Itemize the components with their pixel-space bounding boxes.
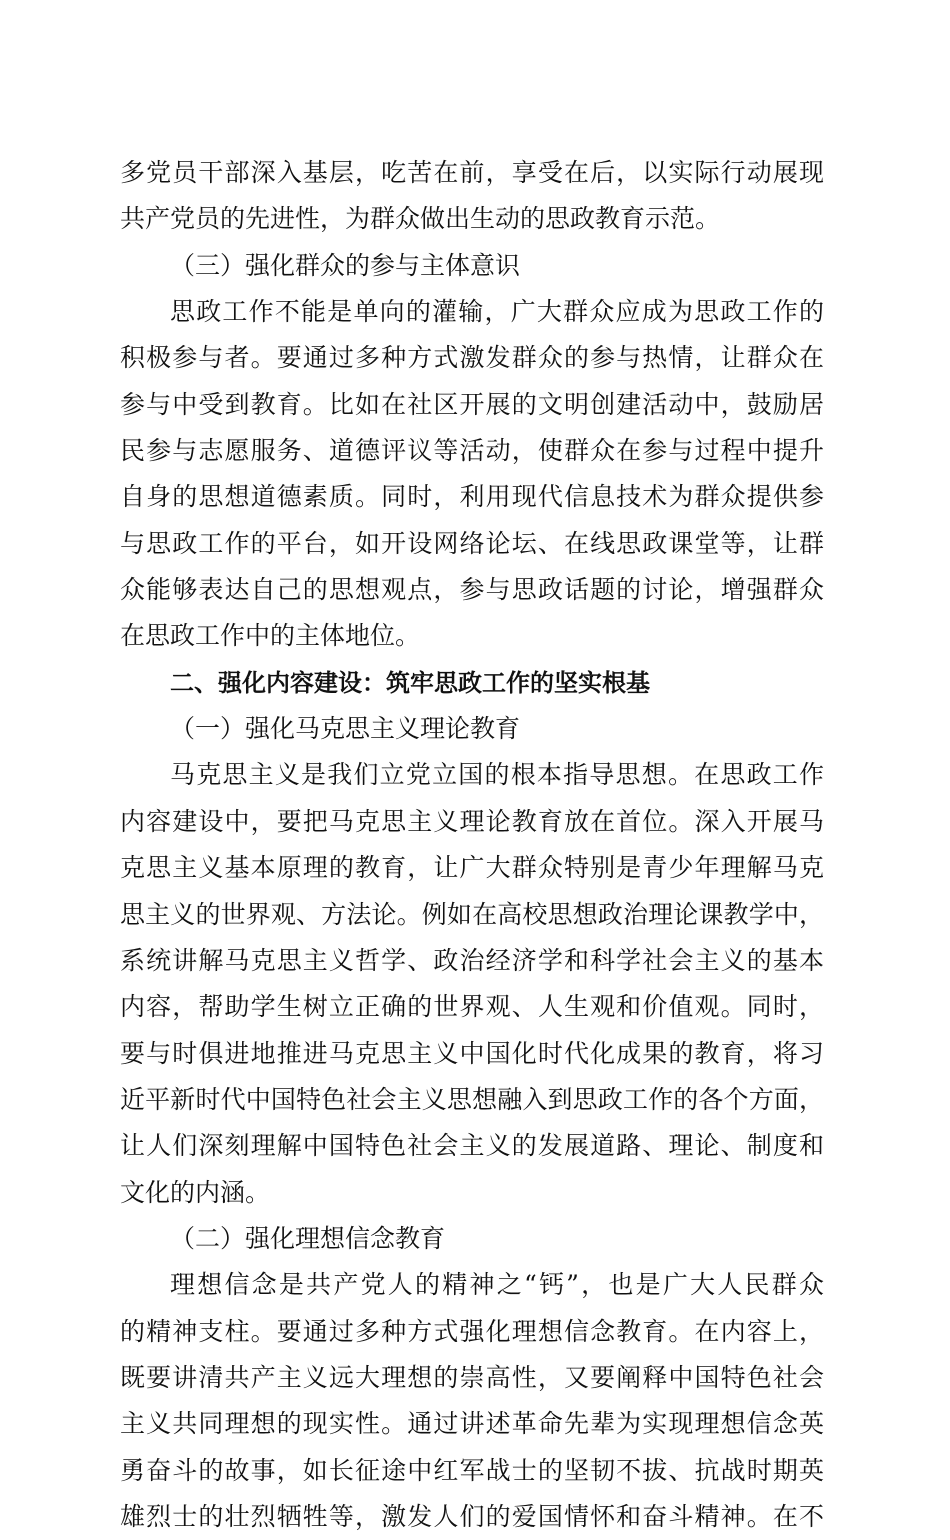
paragraph-line: 的精神支柱。要通过多种方式强化理想信念教育。在内容上， [120,1316,824,1346]
paragraph-line: 既要讲清共产主义远大理想的崇高性，又要阐释中国特色社会 [120,1362,824,1392]
section-heading: 二、强化内容建设：筑牢思政工作的坚实根基 [170,668,650,697]
paragraph-line: 思主义的世界观、方法论。例如在高校思想政治理论课教学中， [120,899,824,929]
paragraph-line: 众能够表达自己的思想观点，参与思政话题的讨论，增强群众 [120,575,824,605]
paragraph-line: 让人们深刻理解中国特色社会主义的发展道路、理论、制度和 [120,1131,824,1161]
paragraph-line: 文化的内涵。 [120,1177,271,1207]
subsection-heading: （三）强化群众的参与主体意识 [170,250,521,280]
paragraph-line: 共产党员的先进性，为群众做出生动的思政教育示范。 [120,204,721,234]
paragraph-line: 内容，帮助学生树立正确的世界观、人生观和价值观。同时， [120,992,824,1022]
paragraph-line: 要与时俱进地推进马克思主义中国化时代化成果的教育，将习 [120,1038,824,1068]
subsection-heading: （二）强化理想信念教育 [170,1223,446,1253]
paragraph-line: 思政工作不能是单向的灌输，广大群众应成为思政工作的 [170,297,824,327]
paragraph-line: 系统讲解马克思主义哲学、政治经济学和科学社会主义的基本 [120,945,824,975]
paragraph-line: 勇奋斗的故事，如长征途中红军战士的坚韧不拔、抗战时期英 [120,1455,824,1485]
paragraph-line: 多党员干部深入基层，吃苦在前，享受在后，以实际行动展现 [120,158,824,187]
paragraph-line: 与思政工作的平台，如开设网络论坛、在线思政课堂等，让群 [120,528,824,558]
paragraph-line: 内容建设中，要把马克思主义理论教育放在首位。深入开展马 [120,806,824,836]
paragraph-line: 在思政工作中的主体地位。 [120,621,421,651]
paragraph-line: 自身的思想道德素质。同时，利用现代信息技术为群众提供参 [120,482,824,512]
paragraph-line: 主义共同理想的现实性。通过讲述革命先辈为实现理想信念英 [120,1409,824,1439]
paragraph-line: 克思主义基本原理的教育，让广大群众特别是青少年理解马克 [120,853,824,883]
document-body [120,150,824,1540]
paragraph-line: 雄烈士的壮烈牺牲等，激发人们的爱国情怀和奋斗精神。在不 [120,1501,824,1531]
paragraph-line: 积极参与者。要通过多种方式激发群众的参与热情，让群众在 [120,343,824,373]
paragraph-line: 近平新时代中国特色社会主义思想融入到思政工作的各个方面， [120,1084,824,1114]
paragraph-line: 民参与志愿服务、道德评议等活动，使群众在参与过程中提升 [120,436,824,466]
paragraph-line: 理想信念是共产党人的精神之“钙”，也是广大人民群众 [170,1270,824,1300]
subsection-heading: （一）强化马克思主义理论教育 [170,714,521,744]
paragraph-line: 马克思主义是我们立党立国的根本指导思想。在思政工作 [170,760,824,790]
paragraph-line: 参与中受到教育。比如在社区开展的文明创建活动中，鼓励居 [120,389,824,419]
